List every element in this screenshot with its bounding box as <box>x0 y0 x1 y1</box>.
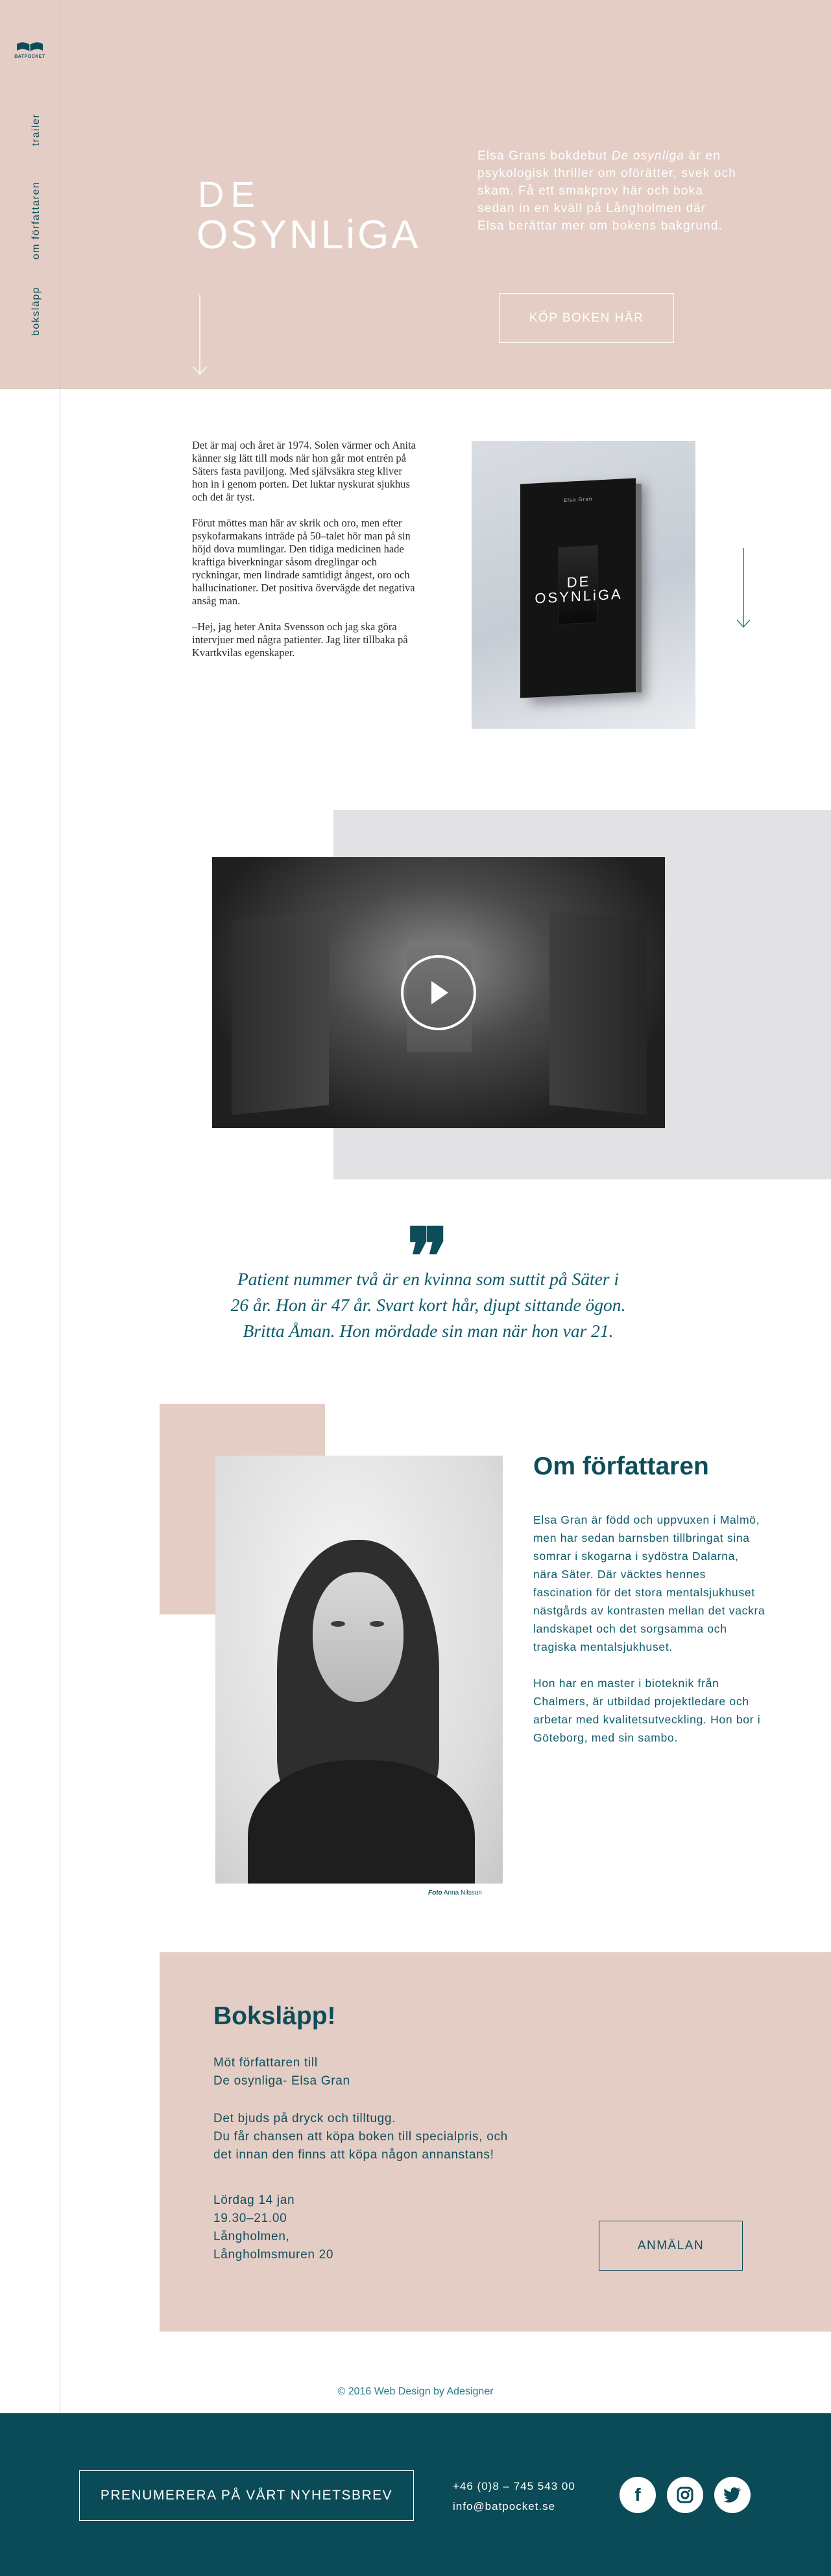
author-photo-shape <box>248 1760 475 1884</box>
video-scene <box>232 910 329 1115</box>
signup-button[interactable]: ANMÄLAN <box>599 2221 743 2271</box>
sidebar <box>0 0 60 2413</box>
launch-line: Du får chansen att köpa boken till specialpris, och <box>213 2130 508 2144</box>
quote-line: 26 år. Hon är 47 år. Svart kort hår, djupt sittande ögon. <box>230 1295 626 1315</box>
nav-about-author[interactable] <box>30 175 43 266</box>
quote-line: Britta Åman. Hon mördade sin man när hon var 21. <box>243 1321 614 1341</box>
book-spine <box>636 484 642 693</box>
author-photo-shape <box>331 1621 345 1627</box>
about-paragraph: Elsa Gran är född och uppvuxen i Malmö, men har sedan barnsben tillbringat sina somrar i skogarna i sydöstra Dalarna, nära Säter. Där väcktes hennes fascination för det stora mentalsjukhuset nästgårds av kontrasten mellan det vackra landskapet och det sorgsamma och tragiska mentalsjukhuset. <box>533 1513 765 1653</box>
launch-time: 19.30–21.00 <box>213 2212 287 2225</box>
logo-text: BATPOCKET <box>14 54 45 59</box>
launch-line: Det bjuds på dryck och tilltugg. <box>213 2112 396 2125</box>
book-cover-author: Elsa Gran <box>563 495 593 504</box>
book-cover-title: DE OSYNLiGA <box>535 573 623 607</box>
footer-email[interactable]: info@batpocket.se <box>453 2500 556 2512</box>
about-title: Om författaren <box>533 1452 709 1480</box>
footer-phone[interactable]: +46 (0)8 – 745 543 00 <box>453 2480 575 2492</box>
instagram-button[interactable] <box>667 2477 703 2513</box>
book-title-top: DE <box>198 174 261 215</box>
nav-trailer[interactable] <box>30 84 43 175</box>
hero-text-part: är en psykologisk thriller om oförätter, svek och skam. Få ett smakprov här och boka sedan in en kväll på Långholmen där Elsa berättar mer om bokens bakgrund. <box>477 149 737 233</box>
author-photo <box>215 1456 503 1884</box>
excerpt-paragraph: Förut möttes man här av skrik och oro, men efter psykofarmakans inträde på 50–talet hör man på sin höjd dova mumlingar. Den tidiga medicinen hade kraftiga biverkningar såsom dreglingar och ryckningar, men lindrade samtidigt ångest, oro och hallucinationer. Det positiva övervägde det negativa ansåg man. <box>192 517 415 607</box>
copyright: © 2016 Web Design by Adesigner <box>337 2386 494 2397</box>
excerpt-paragraph: –Hej, jag heter Anita Svensson och jag ska göra intervjuer med några patienter. Jag liter tillbaka på Kvartkvilas egenskaper. <box>192 620 408 659</box>
launch-address: Långholmsmuren 20 <box>213 2248 334 2262</box>
logo[interactable] <box>12 39 48 59</box>
photo-credit-name: Anna Nilsson <box>443 1889 482 1897</box>
video-scene <box>549 910 647 1115</box>
author-photo-shape <box>370 1621 384 1627</box>
arrow-down-icon[interactable] <box>193 295 207 379</box>
facebook-icon: f <box>634 2485 641 2505</box>
twitter-button[interactable] <box>714 2477 751 2513</box>
play-button[interactable] <box>401 955 476 1030</box>
batpocket-logo-icon <box>16 39 44 53</box>
twitter-icon <box>723 2487 741 2503</box>
book-cover-photo <box>472 441 695 729</box>
launch-line: Möt författaren till <box>213 2056 318 2070</box>
book-cover <box>520 478 636 698</box>
nav-label: boksläpp <box>30 286 42 337</box>
book-title-bottom: OSYNLiGA <box>197 213 421 257</box>
play-icon <box>428 980 450 1006</box>
nav-label: trailer <box>30 113 42 147</box>
quote-mark-icon: ❞ <box>407 1214 449 1301</box>
quote-text <box>214 1266 642 1344</box>
about-text <box>533 1511 767 1765</box>
trailer-video[interactable] <box>212 857 665 1128</box>
about-paragraph: Hon har en master i bioteknik från Chalmers, är utbildad projektledare och arbetar med kvalitetsutveckling. Hon bor i Göteborg, med sin sambo. <box>533 1677 761 1744</box>
newsletter-button[interactable]: PRENUMERERA PÅ VÅRT NYHETSBREV <box>79 2470 414 2521</box>
arrow-down-icon[interactable] <box>736 548 751 632</box>
launch-line: De osynliga- Elsa Gran <box>213 2074 350 2088</box>
launch-intro <box>213 2054 603 2090</box>
photo-credit-label: Foto <box>428 1889 442 1897</box>
launch-line: det innan den finns att köpa någon annanstans! <box>213 2148 494 2162</box>
hero-text-part: Elsa Grans bokdebut <box>477 149 612 163</box>
author-photo-shape <box>313 1572 403 1702</box>
instagram-icon <box>676 2486 694 2504</box>
launch-details <box>213 2192 603 2264</box>
nav-label: om författaren <box>30 181 42 260</box>
photo-credit <box>428 1889 482 1897</box>
excerpt-fade <box>192 661 426 720</box>
quote-line: Patient nummer två är en kvinna som suttit på Säter i <box>237 1269 620 1289</box>
launch-place: Långholmen, <box>213 2230 290 2243</box>
launch-date: Lördag 14 jan <box>213 2193 295 2207</box>
launch-offer <box>213 2110 603 2164</box>
nav-book-launch[interactable] <box>30 266 43 357</box>
excerpt-paragraph: Det är maj och året är 1974. Solen värmer och Anita känner sig lätt till mods när hon går mot entrén på Säters fasta paviljong. Med självsäkra steg kliver hon in i genom porten. Det luktar nyskurat sjukhus och det är tyst. <box>192 439 416 503</box>
buy-book-button[interactable]: KÖP BOKEN HÄR <box>499 293 674 343</box>
hero-text-book-title: De osynliga <box>611 149 685 163</box>
launch-title: Boksläpp! <box>213 2002 336 2030</box>
hero-description <box>477 147 737 235</box>
facebook-button[interactable] <box>620 2477 656 2513</box>
